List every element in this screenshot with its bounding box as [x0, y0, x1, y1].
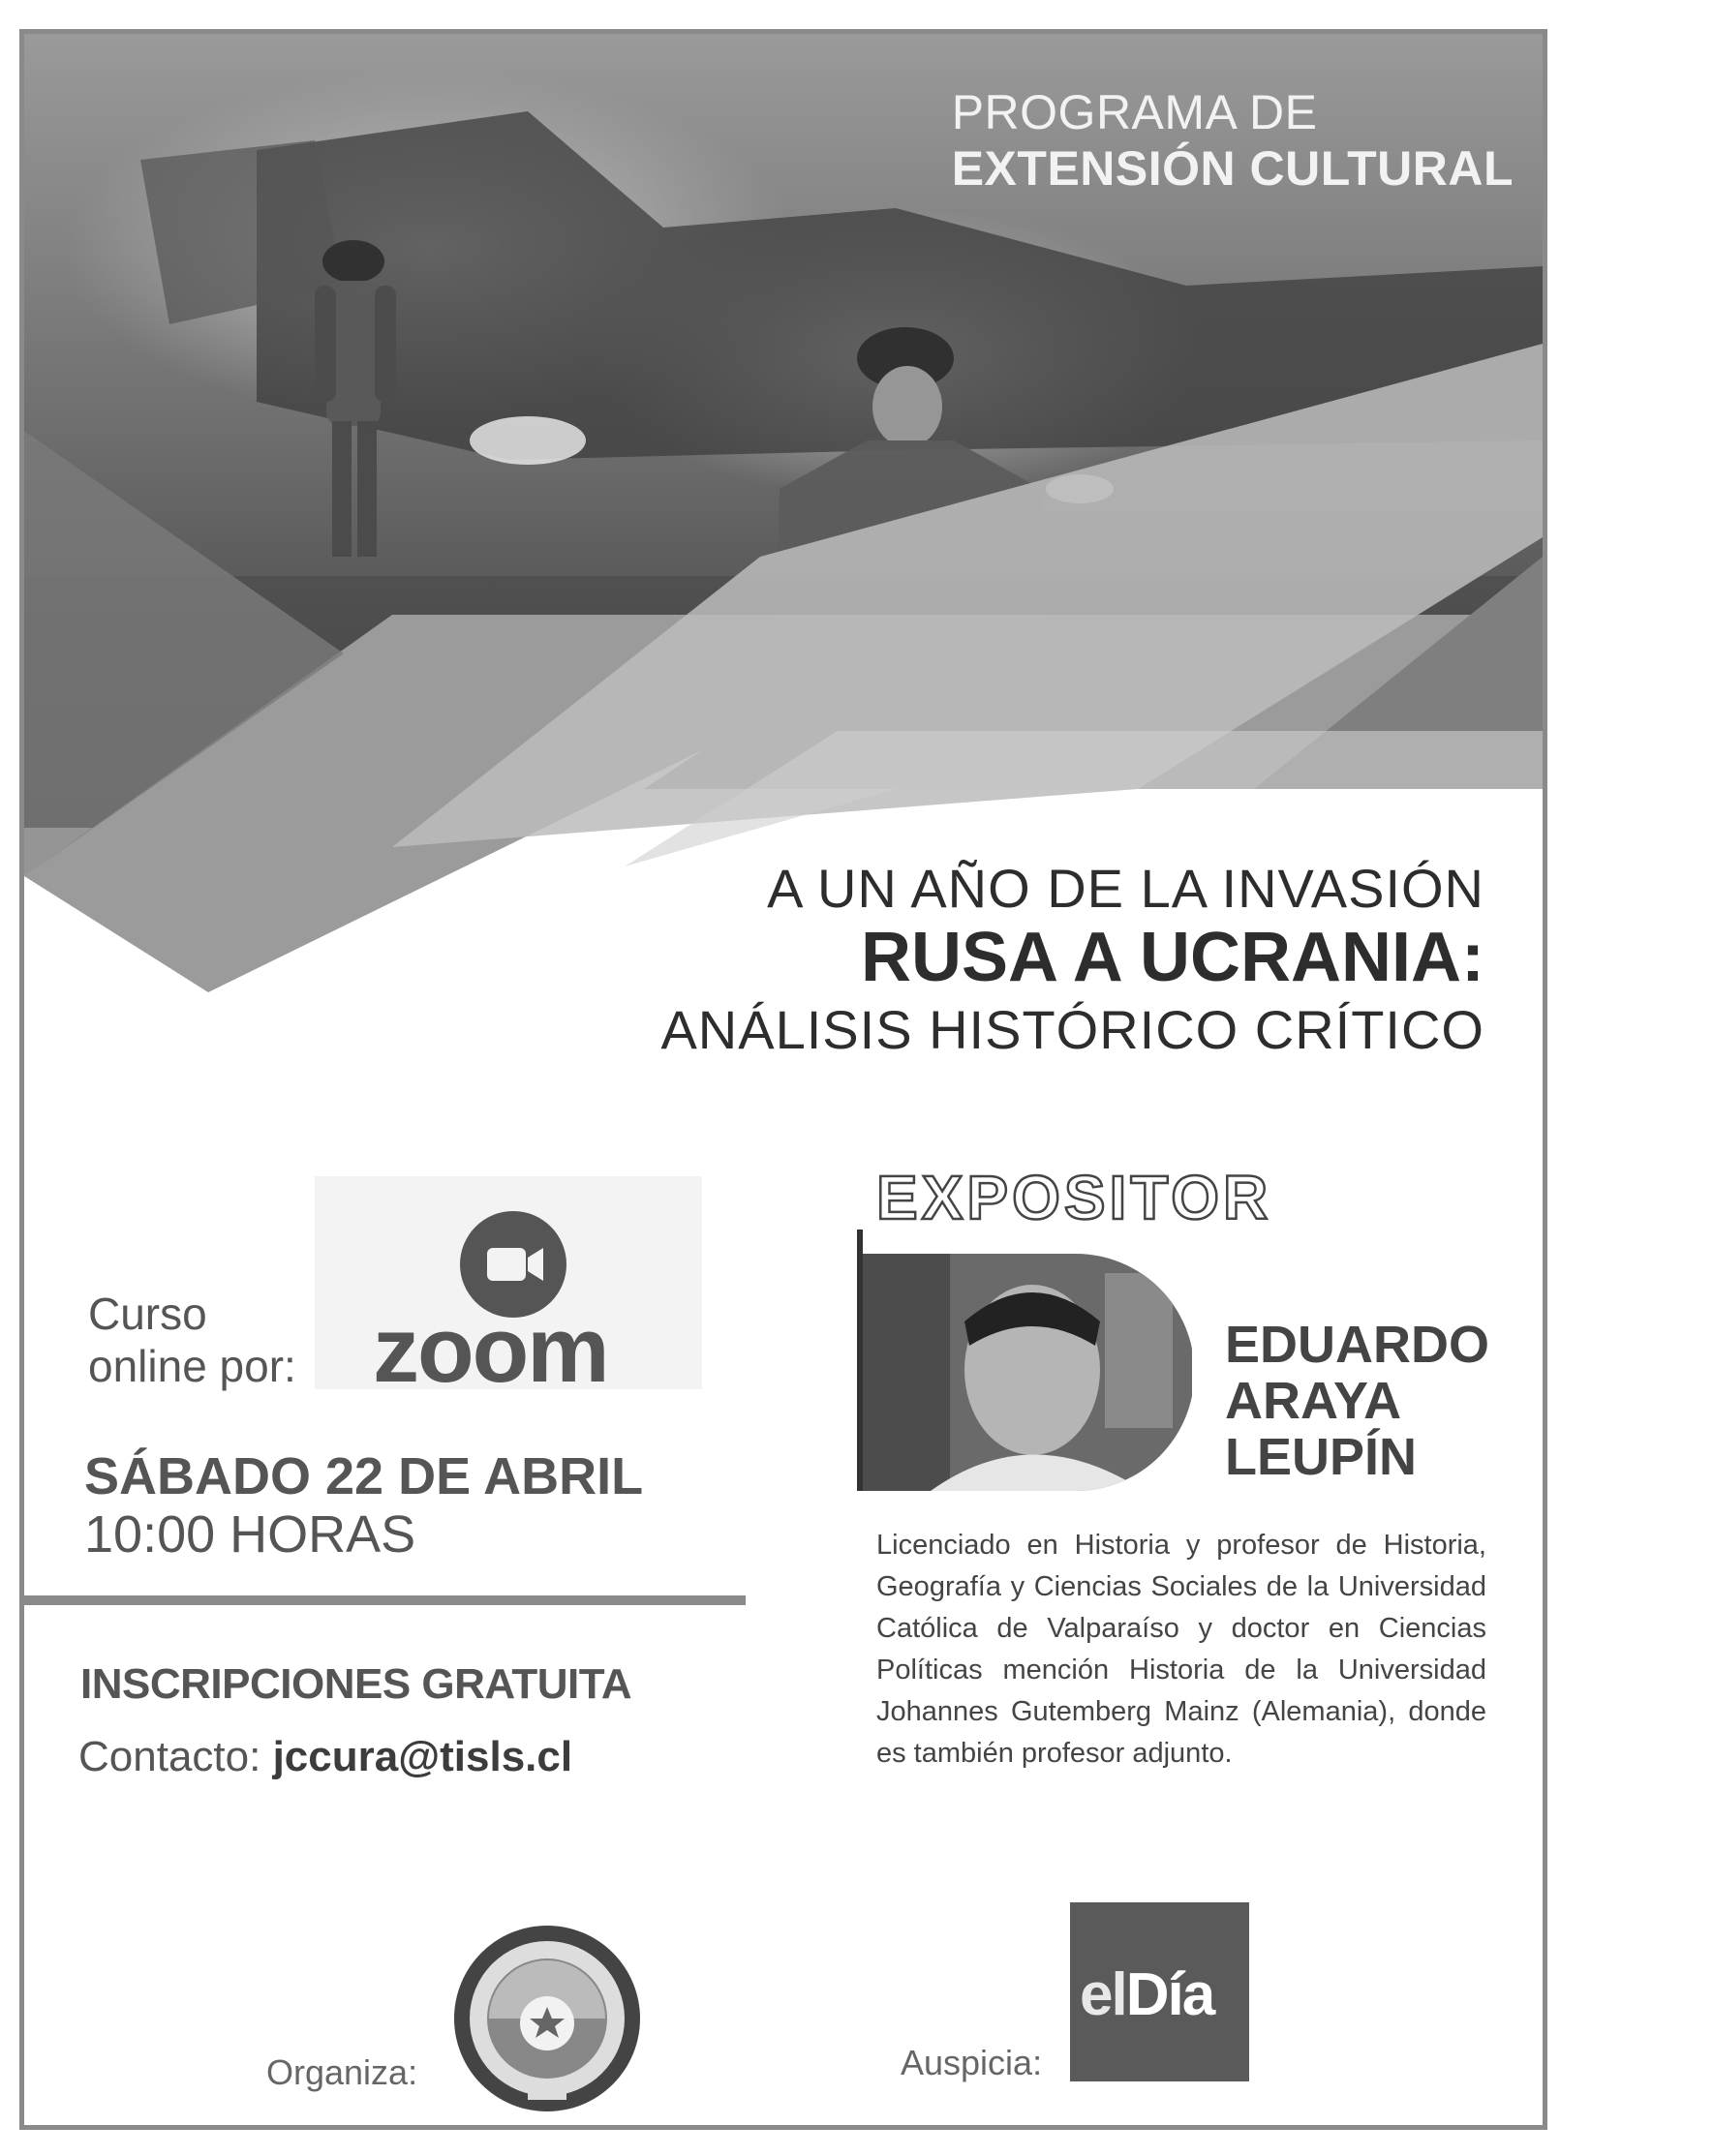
- registration-title: INSCRIPCIONES GRATUITA: [80, 1660, 632, 1708]
- speaker-name-line1: EDUARDO: [1225, 1316, 1490, 1374]
- zoom-logo: [315, 1176, 702, 1402]
- eldia-dia: Día: [1125, 1961, 1214, 2028]
- zoom-wordmark: zoom: [373, 1298, 608, 1402]
- event-poster: [19, 29, 1547, 2130]
- title-line1: A UN AÑO DE LA INVASIÓN: [767, 858, 1484, 919]
- program-label: [952, 84, 1514, 197]
- eldia-logo: [1070, 1902, 1249, 2081]
- divider: [24, 1595, 746, 1605]
- organiza-label: Organiza:: [266, 2052, 418, 2092]
- course-label-line2: online por:: [88, 1341, 296, 1391]
- event-date: SÁBADO 22 DE ABRIL: [84, 1447, 644, 1505]
- eldia-el: el: [1080, 1961, 1126, 2028]
- program-line2: EXTENSIÓN CULTURAL: [951, 141, 1514, 196]
- speaker-bio: Licenciado en Historia y profesor de Historia, Geografía y Ciencias Sociales de la Universidad Católica de Valparaíso y doctor en Ciencias Políticas mención Historia de la Universidad Johannes Gutemberg Mainz (Alemania), donde es también profesor adjunto.: [876, 1530, 1486, 1769]
- contact-line: [78, 1733, 572, 1781]
- title-line3: ANÁLISIS HISTÓRICO CRÍTICO: [660, 999, 1484, 1060]
- event-time: 10:00 HORAS: [84, 1505, 416, 1564]
- event-title: [660, 857, 1484, 1066]
- course-label-line1: Curso: [88, 1289, 207, 1339]
- speaker-photo: [863, 1254, 1192, 1491]
- eldia-wordmark: [1080, 1960, 1213, 2029]
- speaker-heading: EXPOSITOR: [876, 1163, 1272, 1232]
- speaker-name-line2: ARAYA: [1225, 1372, 1402, 1430]
- speaker-name: [1225, 1317, 1489, 1485]
- program-line1: PROGRAMA DE: [951, 85, 1318, 139]
- title-line2: RUSA A UCRANIA:: [861, 919, 1484, 996]
- course-label: [88, 1288, 296, 1392]
- auspicia-label: Auspicia:: [901, 2043, 1043, 2082]
- contact-label: Contacto:: [78, 1733, 261, 1780]
- speaker-name-line3: LEUPÍN: [1225, 1428, 1418, 1486]
- school-seal-logo: [450, 1922, 644, 2120]
- contact-email: jccura@tisls.cl: [272, 1733, 573, 1780]
